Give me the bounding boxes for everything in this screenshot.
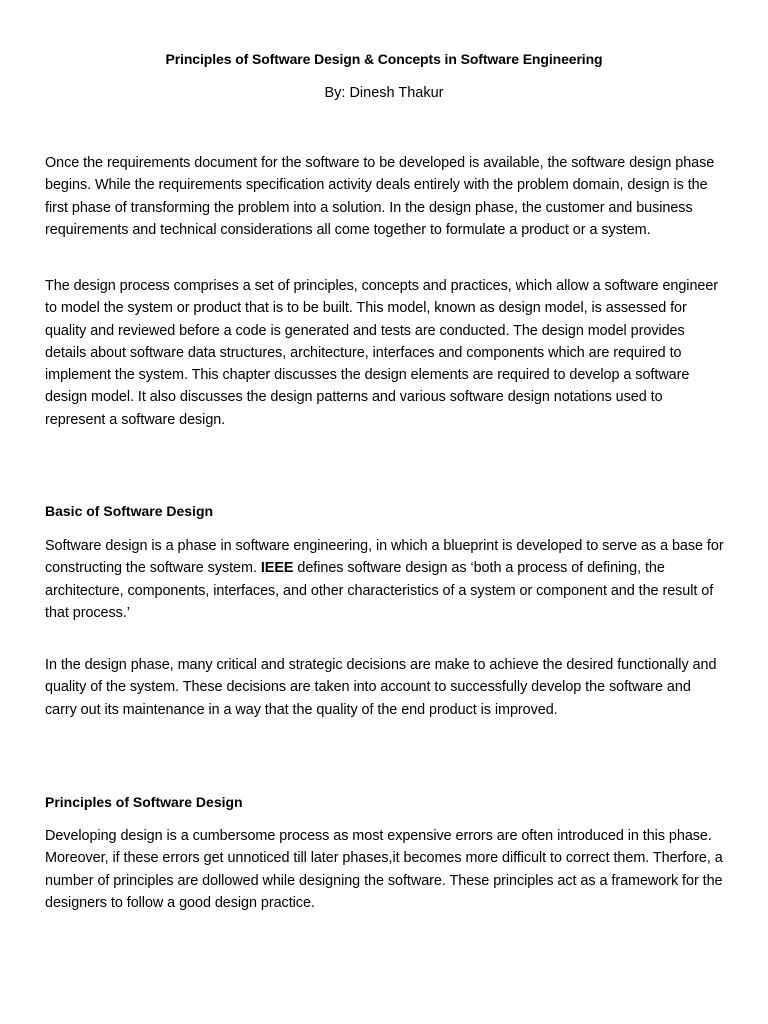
principles-paragraph: Developing design is a cumbersome process as most expensive errors are often introduced in this phase. Moreover, if these errors get unnoticed till later phases,it becomes more difficult to correct them. Therfore, a number of principles are dollowed while designing the software. These principles act as a framework for the designers to follow a good design practice. — [45, 828, 723, 911]
basic-definition-paragraph — [45, 535, 725, 624]
document-byline: By: Dinesh Thakur — [324, 85, 444, 101]
design-process-paragraph: The design process comprises a set of principles, concepts and practices, which allow a software engineer to model the system or product that is to be built. This model, known as design model, is assessed for quality and reviewed before a code is generated and tests are conducted. The design model provides details about software data structures, architecture, interfaces and components which are required to implement the system. This chapter discusses the design elements are required to develop a software design model. It also discusses the design patterns and various software design notations used to represent a software design. — [45, 278, 719, 428]
intro-paragraph: Once the requirements document for the software to be developed is available, the software design phase begins. While the requirements specification activity deals entirely with the problem domain, design is the first phase of transforming the problem into a solution. In the design phase, the customer and business requirements and technical considerations all come together to formulate a product or a system. — [45, 155, 715, 238]
ieee-term: IEEE — [260, 560, 294, 577]
basic-definition-text-end: defines software design as ‘both a process of defining, the architecture, components, interfaces, and other characteristics of a system or component and the result of that process.’ — [45, 560, 714, 621]
basic-section-heading: Basic of Software Design — [45, 503, 214, 519]
design-decisions-paragraph: In the design phase, many critical and strategic decisions are make to achieve the desired functionally and quality of the system. These decisions are taken into account to successfully develop the software and carry out its maintenance in a way that the quality of the end product is improved. — [45, 657, 717, 718]
basic-definition-text-start: Software design is a phase in software engineering, in which a blueprint is developed to serve as a base for constructing the software system. — [45, 538, 724, 577]
principles-section-heading: Principles of Software Design — [45, 794, 243, 810]
document-title: Principles of Software Design & Concepts in Software Engineering — [165, 51, 603, 67]
